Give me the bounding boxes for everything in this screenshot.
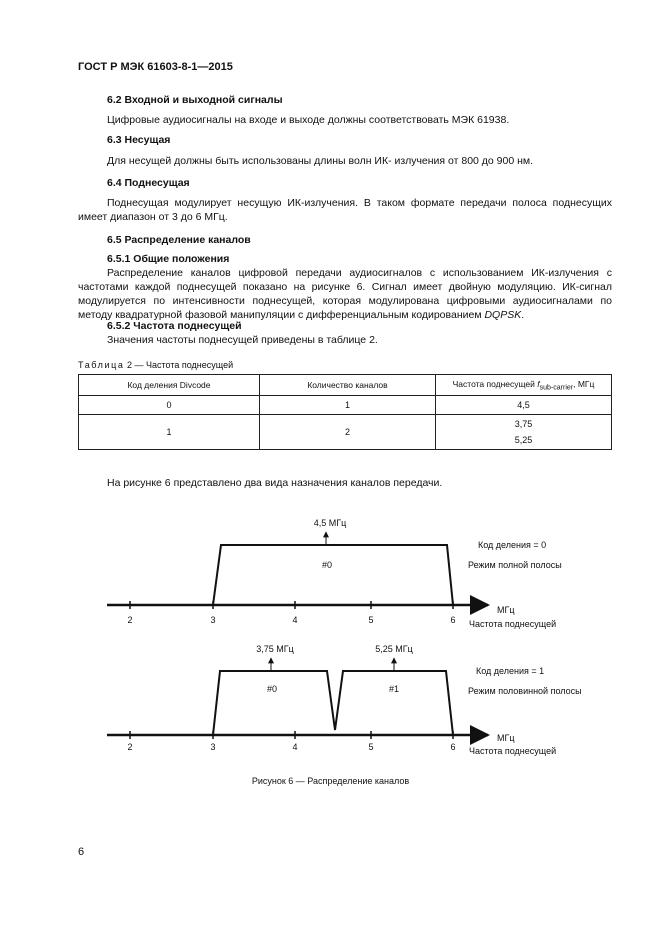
document-header: ГОСТ Р МЭК 61603-8-1—2015 [78, 61, 233, 73]
header-frequency-sub: sub-carrier [539, 384, 574, 392]
section-6-3-title: 6.3 Несущая [107, 134, 171, 146]
section-6-2-title: 6.2 Входной и выходной сигналы [107, 94, 283, 106]
section-6-5-2-text: Значения частоты поднесущей приведены в таблице 2. [107, 334, 378, 346]
bottom-tick-label-6: 6 [450, 742, 456, 752]
bottom-tick-label-3: 3 [210, 742, 216, 752]
bottom-tick-label-5: 5 [368, 742, 374, 752]
top-tick-label-4: 4 [292, 615, 298, 625]
section-6-4-title: 6.4 Поднесущая [107, 177, 190, 189]
header-channels: Количество каналов [260, 375, 436, 396]
table-caption-label: Таблица [78, 360, 125, 370]
cell-divcode: 0 [79, 396, 260, 415]
section-6-5-1-line3: модулируется по интенсивности поднесущей, которая модулирована цифровыми аудиосигналами по [78, 295, 612, 307]
top-tick-label-6: 6 [450, 615, 456, 625]
section-6-5-1-line2: частотами каждой поднесущей показано на рисунке 6. Сигнал имеет двойную модуляцию. ИК-сигнал [78, 281, 612, 293]
section-6-5-title: 6.5 Распределение каналов [107, 234, 251, 246]
section-6-5-1-line4-end: . [521, 309, 525, 321]
cell-channels: 1 [260, 396, 436, 415]
header-divcode: Код деления Divcode [79, 375, 260, 396]
cell-frequency [436, 415, 612, 450]
dqpsk-term: DQPSK [484, 309, 522, 321]
cell-frequency-2: 5,25 [514, 435, 533, 445]
header-frequency [436, 375, 612, 396]
bottom-mode-label: Режим половинной полосы [468, 686, 582, 696]
top-axis-unit: МГц [497, 605, 515, 615]
cell-channels: 2 [260, 415, 436, 450]
section-6-3-text: Для несущей должны быть использованы длины волн ИК- излучения от 800 до 900 нм. [107, 155, 534, 167]
bottom-tick-label-4: 4 [292, 742, 298, 752]
section-6-5-1-line1: Распределение каналов цифровой передачи аудиосигналов с использованием ИК-излучения с [107, 267, 612, 279]
page-number: 6 [78, 846, 85, 858]
subcarrier-table [78, 374, 612, 450]
table-row [79, 415, 612, 450]
full-band-trapezoid [213, 545, 453, 605]
cell-frequency: 4,5 [436, 396, 612, 415]
top-tick-label-2: 2 [127, 615, 133, 625]
section-6-4-line2: имеет диапазон от 3 до 6 МГц. [78, 211, 228, 223]
header-frequency-prefix: Частота поднесущей [452, 378, 538, 389]
figure-caption: Рисунок 6 — Распределение каналов [251, 776, 410, 786]
cell-frequency-1: 3,75 [514, 419, 533, 429]
figure-intro-text: На рисунке 6 представлено два вида назначения каналов передачи. [107, 477, 443, 489]
top-axis-label: Частота поднесущей [469, 619, 557, 629]
section-6-5-1-title: 6.5.1 Общие положения [107, 253, 230, 265]
top-divcode-label: Код деления = 0 [478, 540, 547, 550]
bottom-tick-label-2: 2 [127, 742, 133, 752]
bottom-axis-unit: МГц [497, 733, 515, 743]
top-tick-label-3: 3 [210, 615, 216, 625]
bottom-divcode-label: Код деления = 1 [476, 666, 545, 676]
bottom-channel-label-1: #1 [388, 684, 400, 694]
bottom-frequency-label-1: 5,25 МГц [375, 644, 413, 654]
half-band-trapezoids [213, 671, 453, 735]
section-6-5-2-title: 6.5.2 Частота поднесущей [107, 320, 242, 332]
bottom-channel-label-0: #0 [266, 684, 278, 694]
channel-allocation-figure [0, 500, 661, 770]
section-6-2-text: Цифровые аудиосигналы на входе и выходе должны соответствовать МЭК 61938. [107, 114, 510, 126]
section-6-4-line1: Поднесущая модулирует несущую ИК-излучения. В таком формате передачи полоса поднесущих [107, 197, 612, 209]
table-header-row [79, 375, 612, 396]
table-row [79, 396, 612, 415]
cell-divcode: 1 [79, 415, 260, 450]
section-6-5-1-line4-text: методу квадратурной фазовой манипуляции с дифференциальным кодированием [78, 309, 485, 321]
bottom-axis-label: Частота поднесущей [469, 746, 557, 756]
bottom-frequency-label-0: 3,75 МГц [256, 644, 294, 654]
top-channel-label: #0 [321, 560, 333, 570]
header-frequency-f: f [537, 378, 540, 389]
header-frequency-suffix: , МГц [573, 378, 595, 389]
top-mode-label: Режим полной полосы [468, 560, 562, 570]
table-caption-title: 2 — Частота поднесущей [124, 360, 234, 370]
table-caption [78, 360, 233, 370]
top-tick-label-5: 5 [368, 615, 374, 625]
top-frequency-label: 4,5 МГц [313, 518, 347, 528]
